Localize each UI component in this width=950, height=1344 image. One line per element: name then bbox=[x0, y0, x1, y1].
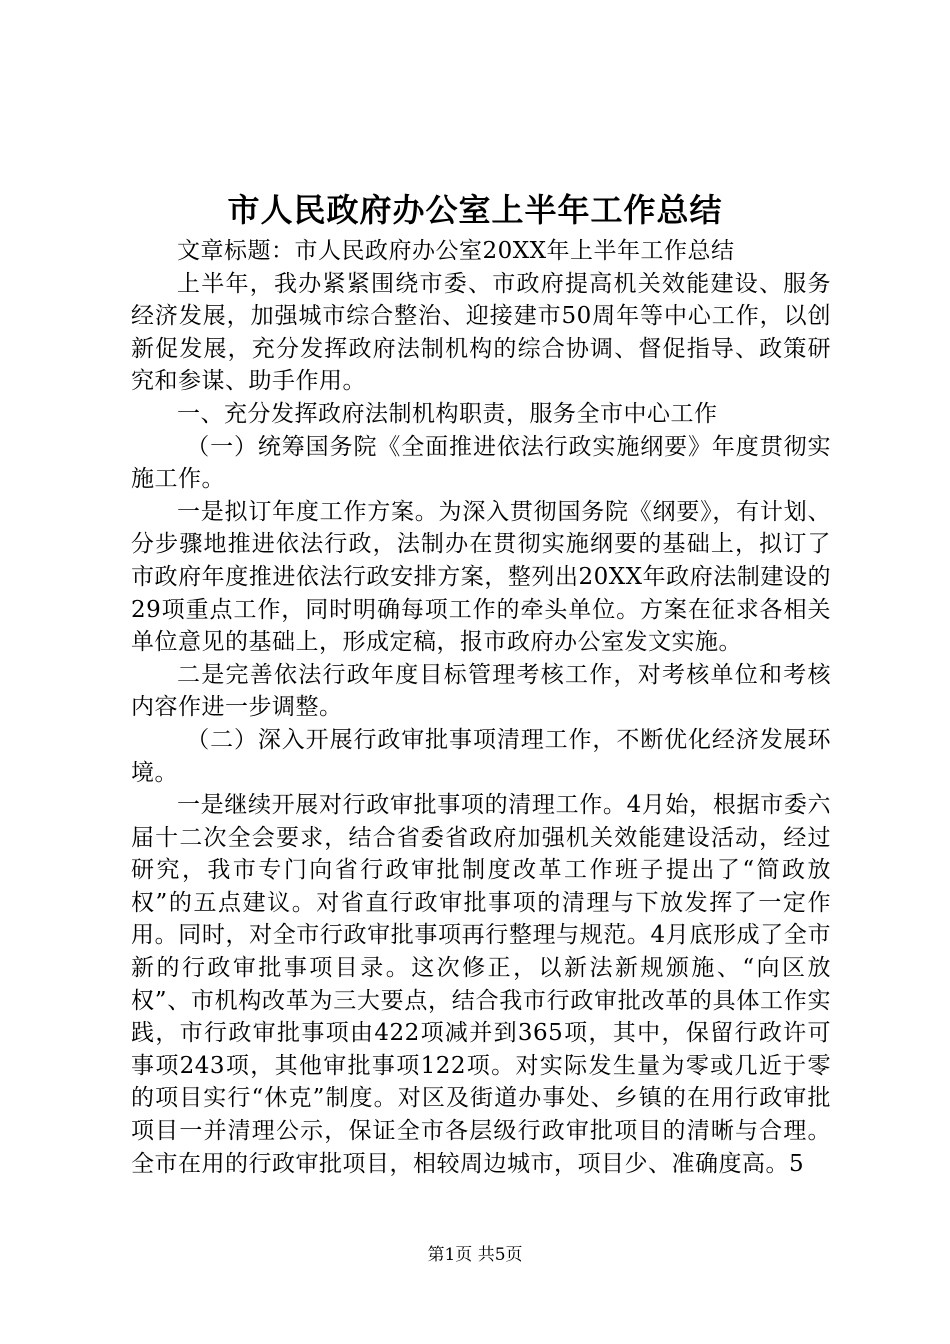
body-paragraph-3: 一是继续开展对行政审批事项的清理工作。4月始，根据市委六届十二次全会要求，结合省委省政府加强机关效能建设活动，经过研究，我市专门向省行政审批制度改革工作班子提出了“简政放权”的五点建议。对省直行政审批事项的清理与下放发挥了一定作用。同时，对全市行政审批事项再行整理与规范。4月底形成了全市新的行政审批事项目录。这次修正，以新法新规颁施、“向区放权”、市机构改革为三大要点，结合我市行政审批改革的具体工作实践，市行政审批事项由422项减并到365项，其中，保留行政许可事项243项，其他审批事项122项。对实际发生量为零或几近于零的项目实行“休克”制度。对区及街道办事处、乡镇的在用行政审批项目一并清理公示，保证全市各层级行政审批项目的清晰与合理。全市在用的行政审批项目，相较周边城市，项目少、准确度高。5 bbox=[131, 792, 831, 1177]
subsection-heading-1: （一）统筹国务院《全面推进依法行政实施纲要》年度贯彻实施工作。 bbox=[131, 433, 831, 493]
subsection-heading-2: （二）深入开展行政审批事项清理工作，不断优化经济发展环境。 bbox=[131, 726, 831, 786]
document-title: 市人民政府办公室上半年工作总结 bbox=[227, 191, 723, 229]
body-paragraph-2: 二是完善依法行政年度目标管理考核工作，对考核单位和考核内容作进一步调整。 bbox=[131, 661, 831, 721]
body-paragraph-1: 一是拟订年度工作方案。为深入贯彻国务院《纲要》，有计划、分步骤地推进依法行政，法制办在贯彻实施纲要的基础上，拟订了市政府年度推进依法行政安排方案，整列出20XX年政府法制建设的29项重点工作，同时明确每项工作的牵头单位。方案在征求各相关单位意见的基础上，形成定稿，报市政府办公室发文实施。 bbox=[131, 498, 831, 656]
document-body bbox=[131, 235, 831, 1180]
section-heading: 一、充分发挥政府法制机构职责，服务全市中心工作 bbox=[177, 400, 718, 427]
intro-paragraph: 上半年，我办紧紧围绕市委、市政府提高机关效能建设、服务经济发展，加强城市综合整治、迎接建市50周年等中心工作，以创新促发展，充分发挥政府法制机构的综合协调、督促指导、政策研究和参谋、助手作用。 bbox=[131, 270, 831, 395]
page-footer: 第1页 共5页 bbox=[427, 1245, 523, 1265]
article-title-line: 文章标题：市人民政府办公室20XX年上半年工作总结 bbox=[177, 238, 735, 264]
